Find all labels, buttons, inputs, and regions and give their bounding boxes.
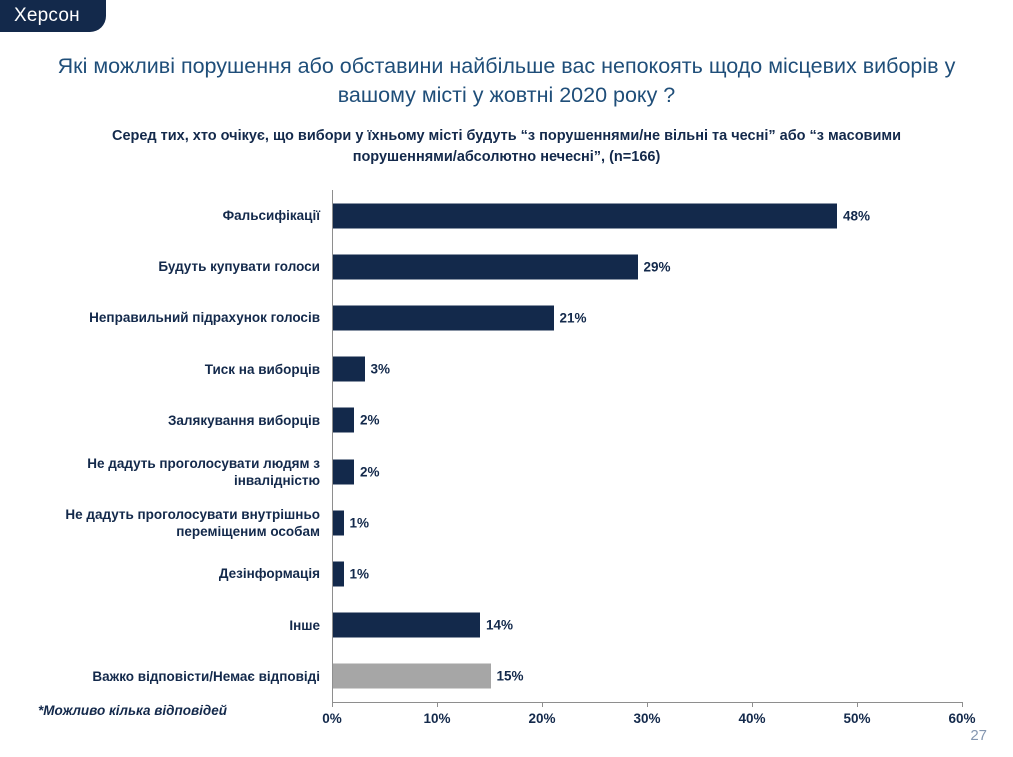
page-number: 27: [970, 727, 987, 744]
category-label: Будуть купувати голоси: [158, 259, 320, 275]
x-axis-tick-label: 10%: [423, 711, 451, 726]
bar-value-label: 29%: [643, 259, 671, 275]
footnote: *Можливо кілька відповідей: [38, 703, 227, 718]
header-tag: [0, 0, 106, 32]
bar-value-label: 2%: [360, 412, 380, 428]
bar: [333, 459, 354, 484]
x-axis-tick: [857, 702, 858, 707]
header-tag-label: Херсон: [14, 5, 80, 26]
x-axis-tick: [437, 702, 438, 707]
bar-value-label: 1%: [349, 515, 370, 531]
bar-value-label: 2%: [360, 464, 380, 480]
bar: [333, 510, 344, 535]
category-label: Залякування виборців: [167, 412, 320, 428]
bar-value-label: 21%: [559, 310, 587, 326]
category-label: Не дадуть проголосувати людям з інвалідністю: [87, 455, 320, 488]
bar-row: [332, 548, 962, 599]
bar-value-label: 3%: [370, 361, 391, 377]
bar: [333, 203, 837, 228]
x-axis-tick: [962, 702, 963, 707]
bar-row: [332, 600, 962, 651]
bar-row: [332, 241, 962, 292]
bar-value-label: 14%: [486, 617, 514, 633]
plot-area: [322, 190, 976, 726]
bar-row: [332, 651, 962, 702]
bar: [333, 305, 554, 330]
bar-row: [332, 344, 962, 395]
category-label: Не дадуть проголосувати внутрішньо переміщеним особам: [65, 506, 320, 539]
x-axis-tick-label: 30%: [633, 711, 661, 726]
bar-value-label: 48%: [843, 208, 871, 224]
x-axis-tick: [647, 702, 648, 707]
bar: [333, 664, 491, 689]
category-label: Дезінформація: [218, 566, 320, 582]
bar: [333, 357, 365, 382]
x-axis-tick: [332, 702, 333, 707]
bar: [333, 254, 638, 279]
bar-row: [332, 292, 962, 343]
page-title: Які можливі порушення або обставини найбільше вас непокоять щодо місцевих виборів у вашому місті у жовтні 2020 року ?: [57, 54, 956, 107]
bar-value-label: 15%: [496, 668, 524, 684]
x-axis-tick-label: 20%: [528, 711, 556, 726]
x-axis-tick: [752, 702, 753, 707]
bar: [333, 561, 344, 586]
x-axis-tick: [542, 702, 543, 707]
x-axis-tick-label: 50%: [843, 711, 871, 726]
x-axis-tick-label: 0%: [322, 711, 342, 726]
bar: [333, 613, 480, 638]
category-label: Тиск на виборців: [204, 361, 320, 377]
category-label: Неправильний підрахунок голосів: [89, 310, 320, 326]
category-label: Фальсифікації: [222, 208, 320, 224]
bar-row: [332, 446, 962, 497]
bar-value-label: 1%: [349, 566, 370, 582]
chart-subtitle: Серед тих, хто очікує, що вибори у їхньому місті будуть “з порушеннями/не вільні та чесні” або “з масовими порушеннями/абсолютно нечесні”, (n=166): [111, 128, 902, 165]
x-axis-tick-label: 60%: [948, 711, 976, 726]
x-axis-tick-label: 40%: [738, 711, 766, 726]
bar: [333, 408, 354, 433]
category-label: Важко відповісти/Немає відповіді: [92, 668, 320, 684]
bar-row: [332, 497, 962, 548]
bar-row: [332, 190, 962, 241]
bar-row: [332, 395, 962, 446]
category-label: Інше: [289, 617, 320, 633]
